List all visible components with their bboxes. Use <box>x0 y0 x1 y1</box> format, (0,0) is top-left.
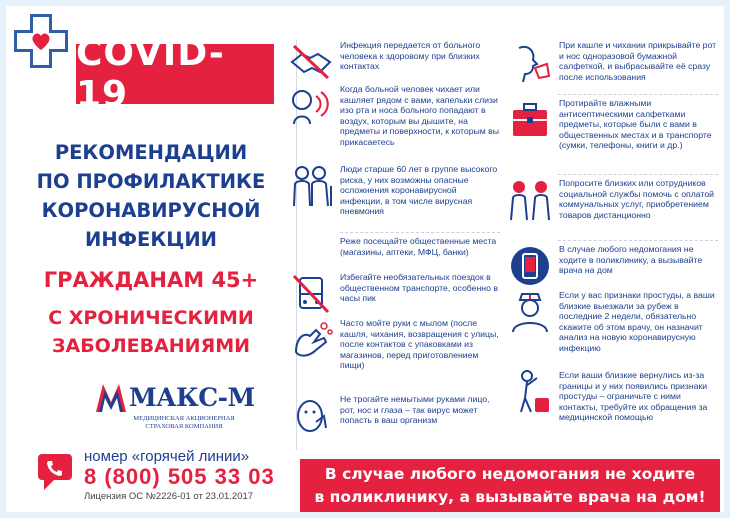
footer-banner <box>300 459 720 512</box>
doctor-icon <box>505 290 555 334</box>
tip-text: Люди старше 60 лет в группе высокого риска, у них возможны опасные осложнения коронавирусной инфекции, в том числе вирусная пневмония <box>340 164 498 217</box>
banner-title: COVID-19 <box>76 33 225 115</box>
tip-text: Когда больной человек чихает или кашляет рядом с вами, капельки слизи изо рта и носа больного попадают в воздух, которым вы дышите, на предметы и поверхности, к которым вы прикасаетесь <box>340 84 500 147</box>
separator <box>340 232 500 233</box>
tip-item <box>286 394 500 438</box>
tip-text: Если у вас признаки простуды, а ваши близкие выезжали за рубеж в последние 2 недели, обязательно скажите об этом врачу, он назначит анализ на новую коронавирусную инфекцию <box>559 290 715 353</box>
title-line-1: РЕКОМЕНДАЦИИ <box>54 141 248 164</box>
tip-item <box>286 84 500 148</box>
washing-hands-icon <box>286 318 336 362</box>
tip-text: Протирайте влажными антисептическими салфетками предметы, которые были с вами в общественных местах и в транспорте (сумки, телефоны, книги и др.) <box>559 98 712 151</box>
separator <box>558 240 718 241</box>
mobile-phone-icon <box>505 244 555 288</box>
separator <box>558 174 718 175</box>
tip-text: Избегайте необязательных поездок в общественном транспорте, особенно в часы пик <box>340 272 498 304</box>
tip-item <box>505 98 717 151</box>
elderly-couple-icon <box>286 164 336 208</box>
traveler-icon <box>505 370 555 414</box>
footer-line-2: в поликлинику, а вызывайте врача на дом! <box>314 488 706 506</box>
tip-text: Не трогайте немытыми руками лицо, рот, нос и глаза – так вирус может попасть в ваш организм <box>340 394 490 426</box>
phone-chat-icon <box>36 452 76 492</box>
medical-cross-heart-icon <box>12 12 70 70</box>
page-title <box>20 138 282 254</box>
chronic-line-2: ЗАБОЛЕВАНИЯМИ <box>51 335 251 357</box>
no-handshake-icon <box>286 40 336 84</box>
tip-text: Инфекция передается от больного человека к здоровому при близких контактах <box>340 40 481 72</box>
separator <box>558 94 718 95</box>
tip-text: Часто мойте руки с мылом (после кашля, чихания, возвращения с улицы, после контактов с упаковками из магазинов, перед приготовлением пищи) <box>340 318 499 371</box>
target-chronic <box>20 304 282 360</box>
company-name: МАКС-М <box>129 383 255 412</box>
tip-text: При кашле и чихании прикрывайте рот и нос одноразовой бумажной салфеткой, и выбрасывайте её сразу после использования <box>559 40 717 82</box>
chronic-line-1: С ХРОНИЧЕСКИМИ <box>48 307 254 329</box>
maks-logo-icon <box>96 384 126 412</box>
tip-item <box>505 178 717 222</box>
company-logo <box>96 383 255 412</box>
tip-item <box>505 40 717 84</box>
no-bus-icon <box>286 272 336 316</box>
cough-tissue-icon <box>505 40 555 84</box>
hotline-phone[interactable]: 8 (800) 505 33 03 <box>84 464 275 489</box>
briefcase-icon <box>505 98 555 142</box>
tip-text: Попросите близких или сотрудников социальной службы помочь с оплатой коммунальных услуг, приобретением товаров дистанционно <box>559 178 715 220</box>
no-touch-face-icon <box>286 394 336 438</box>
tip-item <box>286 272 500 316</box>
company-subtitle <box>130 415 238 431</box>
title-line-3: КОРОНАВИРУСНОЙ <box>41 199 261 222</box>
helping-people-icon <box>505 178 555 222</box>
footer-line-1: В случае любого недомогания не ходите <box>324 465 696 483</box>
tip-item <box>505 244 717 288</box>
tip-text: В случае любого недомогания не ходите в поликлинику, а вызывайте врача на дом <box>559 244 703 276</box>
tip-text: Если ваши близкие вернулись из-за границы и у них появились признаки простуды – ограничьте с ними контакты, требуйте их обращения за медицинской помощью <box>559 370 708 423</box>
company-subtitle-2: СТРАХОВАЯ КОМПАНИЯ <box>145 423 223 430</box>
sneezing-person-icon <box>286 84 336 128</box>
tip-item <box>505 290 717 354</box>
company-subtitle-1: МЕДИЦИНСКАЯ АКЦИОНЕРНАЯ <box>133 415 235 422</box>
tip-item <box>505 370 717 423</box>
tip-item <box>286 40 500 84</box>
tip-text: Реже посещайте общественные места (магазины, аптеки, МФЦ, банки) <box>340 236 497 257</box>
target-citizens: ГРАЖДАНАМ 45+ <box>43 268 259 292</box>
title-line-4: ИНФЕКЦИИ <box>85 228 217 251</box>
covid-banner <box>76 33 274 115</box>
hotline-label: номер «горячей линии» <box>84 448 250 465</box>
tip-item <box>286 318 500 371</box>
title-line-2: ПО ПРОФИЛАКТИКЕ <box>36 170 266 193</box>
tip-item <box>286 164 500 217</box>
license-text: Лицензия ОС №2226-01 от 23.01.2017 <box>84 491 254 502</box>
